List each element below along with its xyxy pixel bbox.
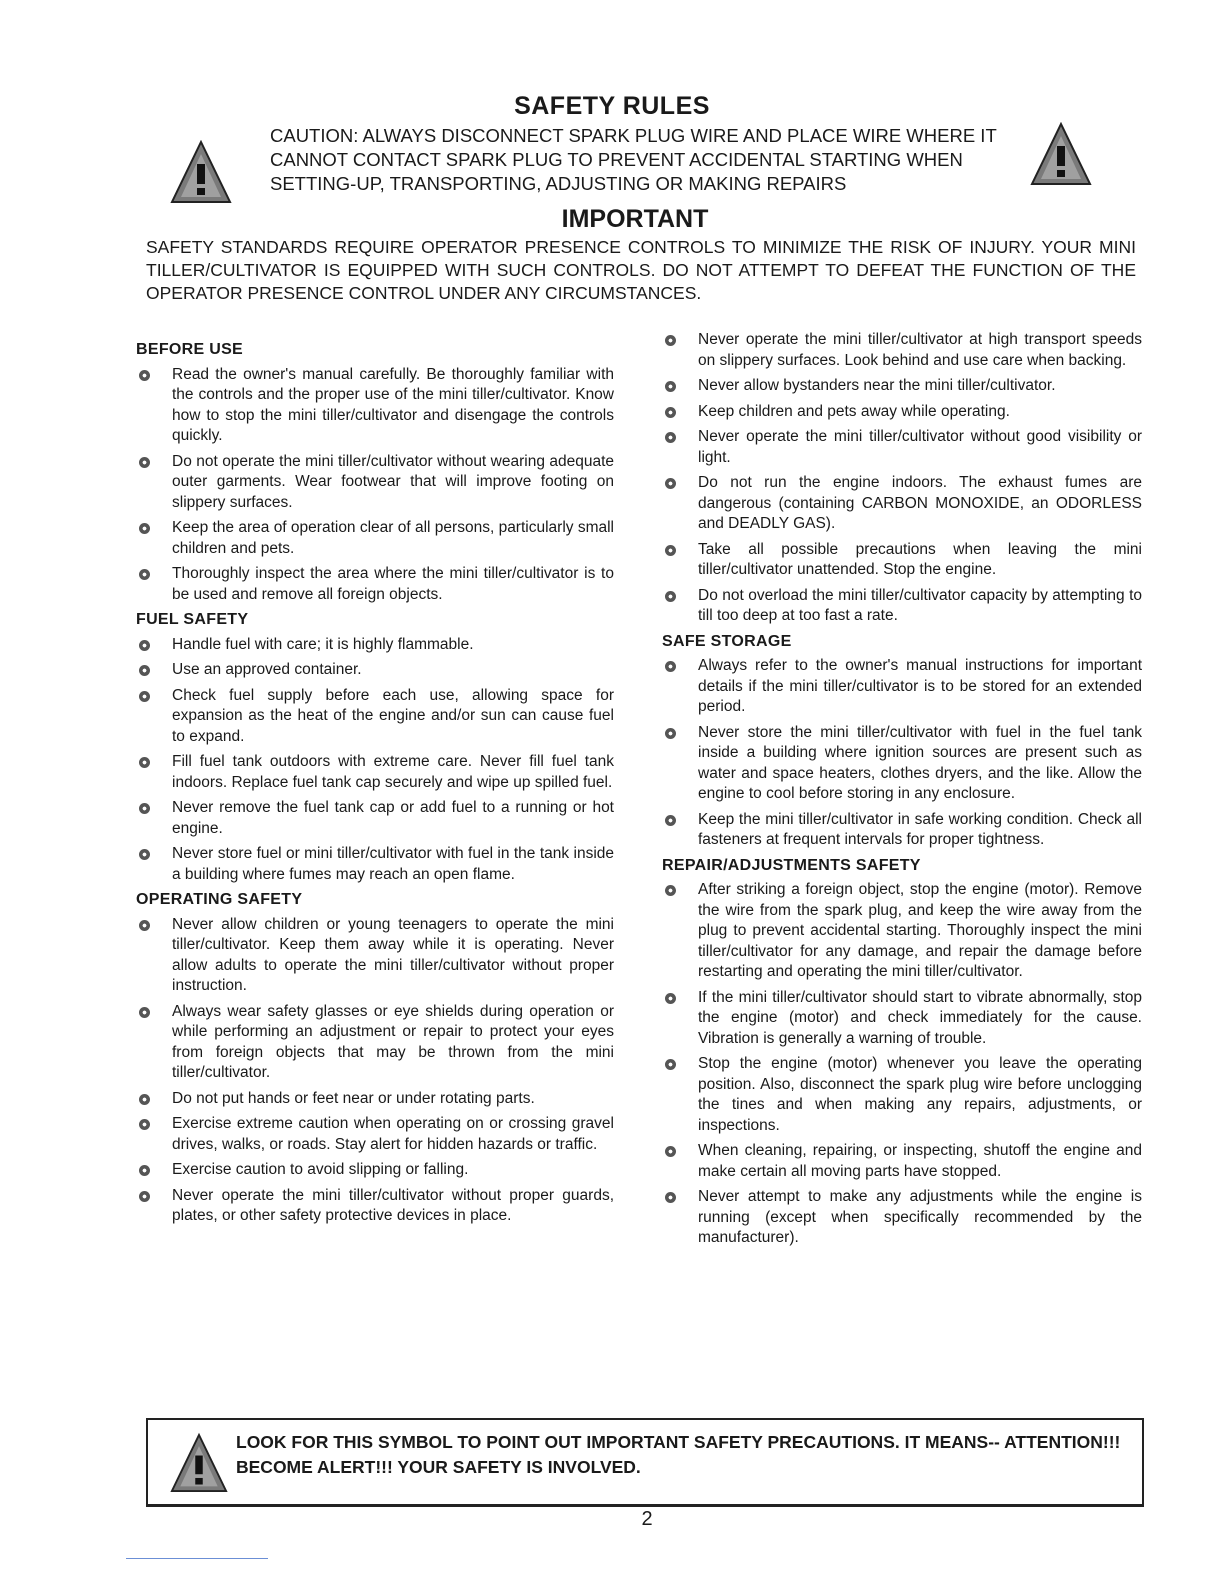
- list-item-text: After striking a foreign object, stop the engine (motor). Remove the wire from the spark plug, and keep the wire away from the plug to prevent accidental starting. Thoroughly inspect the mini tiller/cultivator for any damage, and repair the damage before restarting and operating the mini tiller/cultivator.: [698, 881, 1142, 980]
- bullet-icon: [139, 920, 150, 931]
- list-item: [662, 988, 1142, 1050]
- list-item: [662, 810, 1142, 851]
- bullet-icon: [665, 381, 676, 392]
- right-column: [662, 330, 1142, 1254]
- bullet-icon: [139, 1094, 150, 1105]
- list-item-text: Never allow bystanders near the mini tiller/cultivator.: [698, 377, 1056, 394]
- bullet-icon: [139, 640, 150, 651]
- bullet-icon: [665, 1192, 676, 1203]
- list-item: [662, 402, 1142, 423]
- bullet-icon: [665, 432, 676, 443]
- list-item-text: Do not operate the mini tiller/cultivator without wearing adequate outer garments. Wear footwear that will improve footing on slippery surfaces.: [172, 452, 614, 511]
- list-item: [662, 1187, 1142, 1249]
- list-item-text: Always wear safety glasses or eye shields during operation or while performing an adjustment or repair to protect your eyes from foreign objects that may be thrown from the mini tiller/cultivator.: [172, 1002, 614, 1081]
- left-column: [136, 336, 614, 1232]
- list-item-text: Keep children and pets away while operating.: [698, 402, 1010, 420]
- list-item-text: Never store the mini tiller/cultivator with fuel in the fuel tank inside a building where ignition sources are present such as water and space heaters, clothes dryers, and the like. Allow the engine to cool before storing in any enclosure.: [698, 723, 1142, 802]
- bullet-icon: [665, 545, 676, 556]
- list-item-text: Use an approved container.: [172, 661, 362, 678]
- list-item: [662, 723, 1142, 805]
- list-item-text: Do not overload the mini tiller/cultivator capacity by attempting to till too deep at too fast a rate.: [698, 586, 1142, 624]
- list-item: [662, 540, 1142, 581]
- bullet-icon: [139, 757, 150, 768]
- list-item: [662, 427, 1142, 468]
- bullet-icon: [139, 1119, 150, 1130]
- warning-triangle-icon: [170, 1432, 228, 1494]
- list-item: [136, 915, 614, 997]
- list-item: [136, 564, 614, 605]
- bullet-icon: [665, 335, 676, 346]
- bullet-icon: [139, 370, 150, 381]
- list-item: [662, 1054, 1142, 1136]
- bullet-icon: [139, 569, 150, 580]
- bullet-icon: [665, 407, 676, 418]
- bullet-icon: [665, 993, 676, 1004]
- safety-list: [136, 915, 614, 1227]
- list-item: [136, 1160, 614, 1181]
- warning-triangle-icon: [170, 140, 232, 204]
- list-item-text: Never operate the mini tiller/cultivator at high transport speeds on slippery surfaces. Look behind and use care when backing.: [698, 331, 1142, 369]
- list-item-text: Keep the area of operation clear of all persons, particularly small children and pets.: [172, 519, 614, 557]
- list-item: [136, 365, 614, 447]
- list-item-text: Read the owner's manual carefully. Be thoroughly familiar with the controls and the proper use of the mini tiller/cultivator. Know how to stop the mini tiller/cultivator and disengage the controls quickly.: [172, 365, 614, 444]
- safety-list: [662, 656, 1142, 851]
- bullet-icon: [665, 1059, 676, 1070]
- list-item-text: Do not put hands or feet near or under rotating parts.: [172, 1089, 535, 1107]
- list-item: [136, 1186, 614, 1227]
- list-item-text: Do not run the engine indoors. The exhaust fumes are dangerous (containing CARBON MONOXIDE, an ODORLESS and DEADLY GAS).: [698, 474, 1142, 532]
- notice-box: [146, 1418, 1144, 1507]
- list-item-text: Never operate the mini tiller/cultivator without proper guards, plates, or other safety protective devices in place.: [172, 1186, 614, 1224]
- list-item-text: Never allow children or young teenagers to operate the mini tiller/cultivator. Keep them away while it is operating. Never allow adults to operate the mini tiller/cultivator without proper instruction.: [172, 915, 614, 994]
- section-heading: SAFE STORAGE: [662, 632, 792, 650]
- list-item: [662, 1141, 1142, 1182]
- list-item: [136, 518, 614, 559]
- bullet-icon: [139, 691, 150, 702]
- list-item-text: Always refer to the owner's manual instructions for important details if the mini tiller/cultivator is to be stored for an extended period.: [698, 657, 1142, 715]
- list-item: [136, 1002, 614, 1084]
- list-item-text: Stop the engine (motor) whenever you leave the operating position. Also, disconnect the spark plug wire before unclogging the tines and when making any repairs, adjustments, or inspections.: [698, 1055, 1142, 1134]
- section-heading: REPAIR/ADJUSTMENTS SAFETY: [662, 856, 921, 874]
- list-item: [136, 1089, 614, 1110]
- list-item: [136, 452, 614, 514]
- safety-list: [662, 330, 1142, 627]
- bullet-icon: [665, 885, 676, 896]
- list-item-text: Keep the mini tiller/cultivator in safe working condition. Check all fasteners at frequent intervals for proper tightness.: [698, 810, 1142, 848]
- important-heading: IMPORTANT: [561, 205, 709, 233]
- list-item-text: Fill fuel tank outdoors with extreme care. Never fill fuel tank indoors. Replace fuel tank cap securely and wipe up spilled fuel.: [172, 753, 614, 791]
- list-item-text: Check fuel supply before each use, allowing space for expansion as the heat of the engine and/or sun can cause fuel to expand.: [172, 686, 614, 745]
- safety-list: [662, 880, 1142, 1249]
- list-item-text: Handle fuel with care; it is highly flammable.: [172, 635, 474, 653]
- list-item: [136, 660, 614, 681]
- list-item: [662, 376, 1142, 397]
- bullet-icon: [139, 1007, 150, 1018]
- bullet-icon: [665, 1146, 676, 1157]
- list-item-text: Take all possible precautions when leaving the mini tiller/cultivator unattended. Stop the engine.: [698, 540, 1142, 578]
- list-item: [662, 473, 1142, 535]
- bullet-icon: [665, 815, 676, 826]
- list-item: [662, 330, 1142, 371]
- page-number: 2: [641, 1508, 653, 1530]
- list-item: [136, 752, 614, 793]
- bullet-icon: [665, 661, 676, 672]
- page-title: SAFETY RULES: [514, 92, 710, 120]
- list-item: [662, 586, 1142, 627]
- bullet-icon: [139, 1165, 150, 1176]
- list-item-text: When cleaning, repairing, or inspecting, shutoff the engine and make certain all moving parts have stopped.: [698, 1142, 1142, 1180]
- important-text: SAFETY STANDARDS REQUIRE OPERATOR PRESENCE CONTROLS TO MINIMIZE THE RISK OF INJURY. YOUR MINI TILLER/CULTIVATOR IS EQUIPPED WITH SUCH CONTROLS. DO NOT ATTEMPT TO DEFEAT THE FUNCTION OF THE OPERATOR PRESENCE CONTROL UNDER ANY CIRCUMSTANCES.: [146, 237, 1136, 303]
- bullet-icon: [139, 803, 150, 814]
- list-item-text: Exercise extreme caution when operating on or crossing gravel drives, walks, or roads. Stay alert for hidden hazards or traffic.: [172, 1115, 614, 1153]
- list-item: [136, 1114, 614, 1155]
- bullet-icon: [665, 728, 676, 739]
- safety-list: [136, 365, 614, 606]
- list-item: [136, 635, 614, 656]
- list-item-text: Thoroughly inspect the area where the mini tiller/cultivator is to be used and remove all foreign objects.: [172, 565, 614, 603]
- list-item: [136, 844, 614, 885]
- warning-triangle-icon: [1030, 122, 1092, 186]
- list-item-text: Never store fuel or mini tiller/cultivator with fuel in the tank inside a building where fumes may reach an open flame.: [172, 845, 614, 883]
- footer-rule: [126, 1558, 268, 1559]
- list-item-text: Never operate the mini tiller/cultivator without good visibility or light.: [698, 428, 1142, 466]
- list-item-text: Never attempt to make any adjustments while the engine is running (except when specifically recommended by the manufacturer).: [698, 1188, 1142, 1246]
- list-item-text: Exercise caution to avoid slipping or falling.: [172, 1161, 469, 1178]
- section-heading: FUEL SAFETY: [136, 611, 249, 628]
- notice-text: LOOK FOR THIS SYMBOL TO POINT OUT IMPORTANT SAFETY PRECAUTIONS. IT MEANS-- ATTENTION!!! BECOME ALERT!!! YOUR SAFETY IS INVOLVED.: [236, 1432, 1121, 1477]
- bullet-icon: [139, 457, 150, 468]
- list-item: [136, 798, 614, 839]
- list-item-text: If the mini tiller/cultivator should start to vibrate abnormally, stop the engine (motor) and check immediately for the cause. Vibration is generally a warning of trouble.: [698, 988, 1142, 1047]
- list-item: [662, 880, 1142, 983]
- bullet-icon: [139, 849, 150, 860]
- bullet-icon: [139, 523, 150, 534]
- list-item: [136, 686, 614, 748]
- safety-list: [136, 635, 614, 886]
- section-heading: BEFORE USE: [136, 341, 244, 358]
- list-item: [662, 656, 1142, 718]
- bullet-icon: [665, 591, 676, 602]
- bullet-icon: [139, 665, 150, 676]
- caution-text: CAUTION: ALWAYS DISCONNECT SPARK PLUG WIRE AND PLACE WIRE WHERE IT CANNOT CONTACT SPARK PLUG TO PREVENT ACCIDENTAL STARTING WHEN SETTING-UP, TRANSPORTING, ADJUSTING OR MAKING REPAIRS: [270, 125, 997, 194]
- list-item-text: Never remove the fuel tank cap or add fuel to a running or hot engine.: [172, 799, 614, 837]
- bullet-icon: [665, 478, 676, 489]
- bullet-icon: [139, 1191, 150, 1202]
- section-heading: OPERATING SAFETY: [136, 891, 303, 908]
